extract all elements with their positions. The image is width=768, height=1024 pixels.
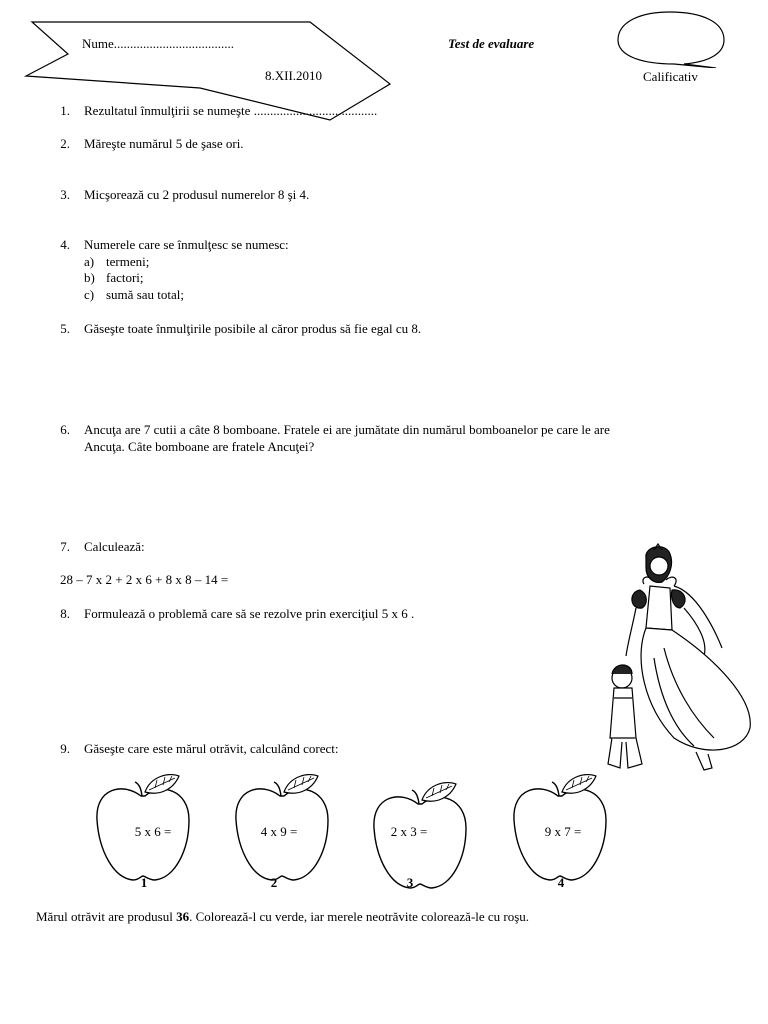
question-8-number: 8. <box>60 606 70 621</box>
date-label: 8.XII.2010 <box>265 68 323 83</box>
question-5-text: Găseşte toate înmulţirile posibile al căror produs să fie egal cu 8. <box>84 321 422 336</box>
footer-instruction <box>36 909 529 925</box>
option-c-text: sumă sau total; <box>106 287 184 302</box>
question-4-text: Numerele care se înmulţesc se numesc: <box>84 237 289 252</box>
question-7-number: 7. <box>60 539 70 554</box>
question-1-text: Rezultatul înmulţirii se numeşte ...................................... <box>84 103 378 118</box>
apple-4-expression: 9 x 7 = <box>544 824 582 839</box>
question-8-text: Formulează o problemă care să se rezolve prin exerciţiul 5 x 6 . <box>84 606 415 621</box>
grade-bubble-shape <box>612 8 732 68</box>
apple-1-number: 1 <box>140 875 148 890</box>
question-5-number: 5. <box>60 321 70 336</box>
footer-text-start: Mărul otrăvit are produsul <box>36 909 177 924</box>
question-9-text: Găseşte care este mărul otrăvit, calculând corect: <box>84 741 339 756</box>
option-c-letter: c) <box>84 287 95 302</box>
test-title: Test de evaluare <box>448 36 535 51</box>
question-6-number: 6. <box>60 422 70 437</box>
apple-4-number: 4 <box>557 875 565 890</box>
question-2-text: Măreşte numărul 5 de şase ori. <box>84 136 244 151</box>
question-9-number: 9. <box>60 741 70 756</box>
footer-text-end: . Colorează-l cu verde, iar merele neotrăvite colorează-le cu roşu. <box>189 909 530 924</box>
grade-label: Calificativ <box>643 69 698 84</box>
question-6-line-2: Ancuţa. Câte bomboane are fratele Ancuţei? <box>84 439 315 454</box>
name-field-label: Nume..................................... <box>82 36 235 51</box>
apple-3-number: 3 <box>406 875 414 890</box>
question-1-number: 1. <box>60 103 70 118</box>
option-a-text: termeni; <box>106 254 150 269</box>
calculation-expression: 28 – 7 x 2 + 2 x 6 + 8 x 8 – 14 = <box>60 572 229 587</box>
option-b-letter: b) <box>84 270 95 285</box>
question-7-text: Calculează: <box>84 539 145 554</box>
princess-illustration <box>604 538 754 788</box>
question-3-text: Micşorează cu 2 produsul numerelor 8 şi 4. <box>84 187 310 202</box>
apple-2-expression: 4 x 9 = <box>260 824 298 839</box>
question-6-line-1: Ancuţa are 7 cutii a câte 8 bomboane. Fratele ei are jumătate din numărul bomboanelor pe care le are <box>84 422 610 437</box>
apple-2-number: 2 <box>270 875 278 890</box>
question-3-number: 3. <box>60 187 70 202</box>
option-b-text: factori; <box>106 270 144 285</box>
apple-3-expression: 2 x 3 = <box>390 824 428 839</box>
apple-1-expression: 5 x 6 = <box>134 824 172 839</box>
question-2-number: 2. <box>60 136 70 151</box>
poison-product-value: 36 <box>176 909 190 924</box>
option-a-letter: a) <box>84 254 95 269</box>
question-4-number: 4. <box>60 237 70 252</box>
